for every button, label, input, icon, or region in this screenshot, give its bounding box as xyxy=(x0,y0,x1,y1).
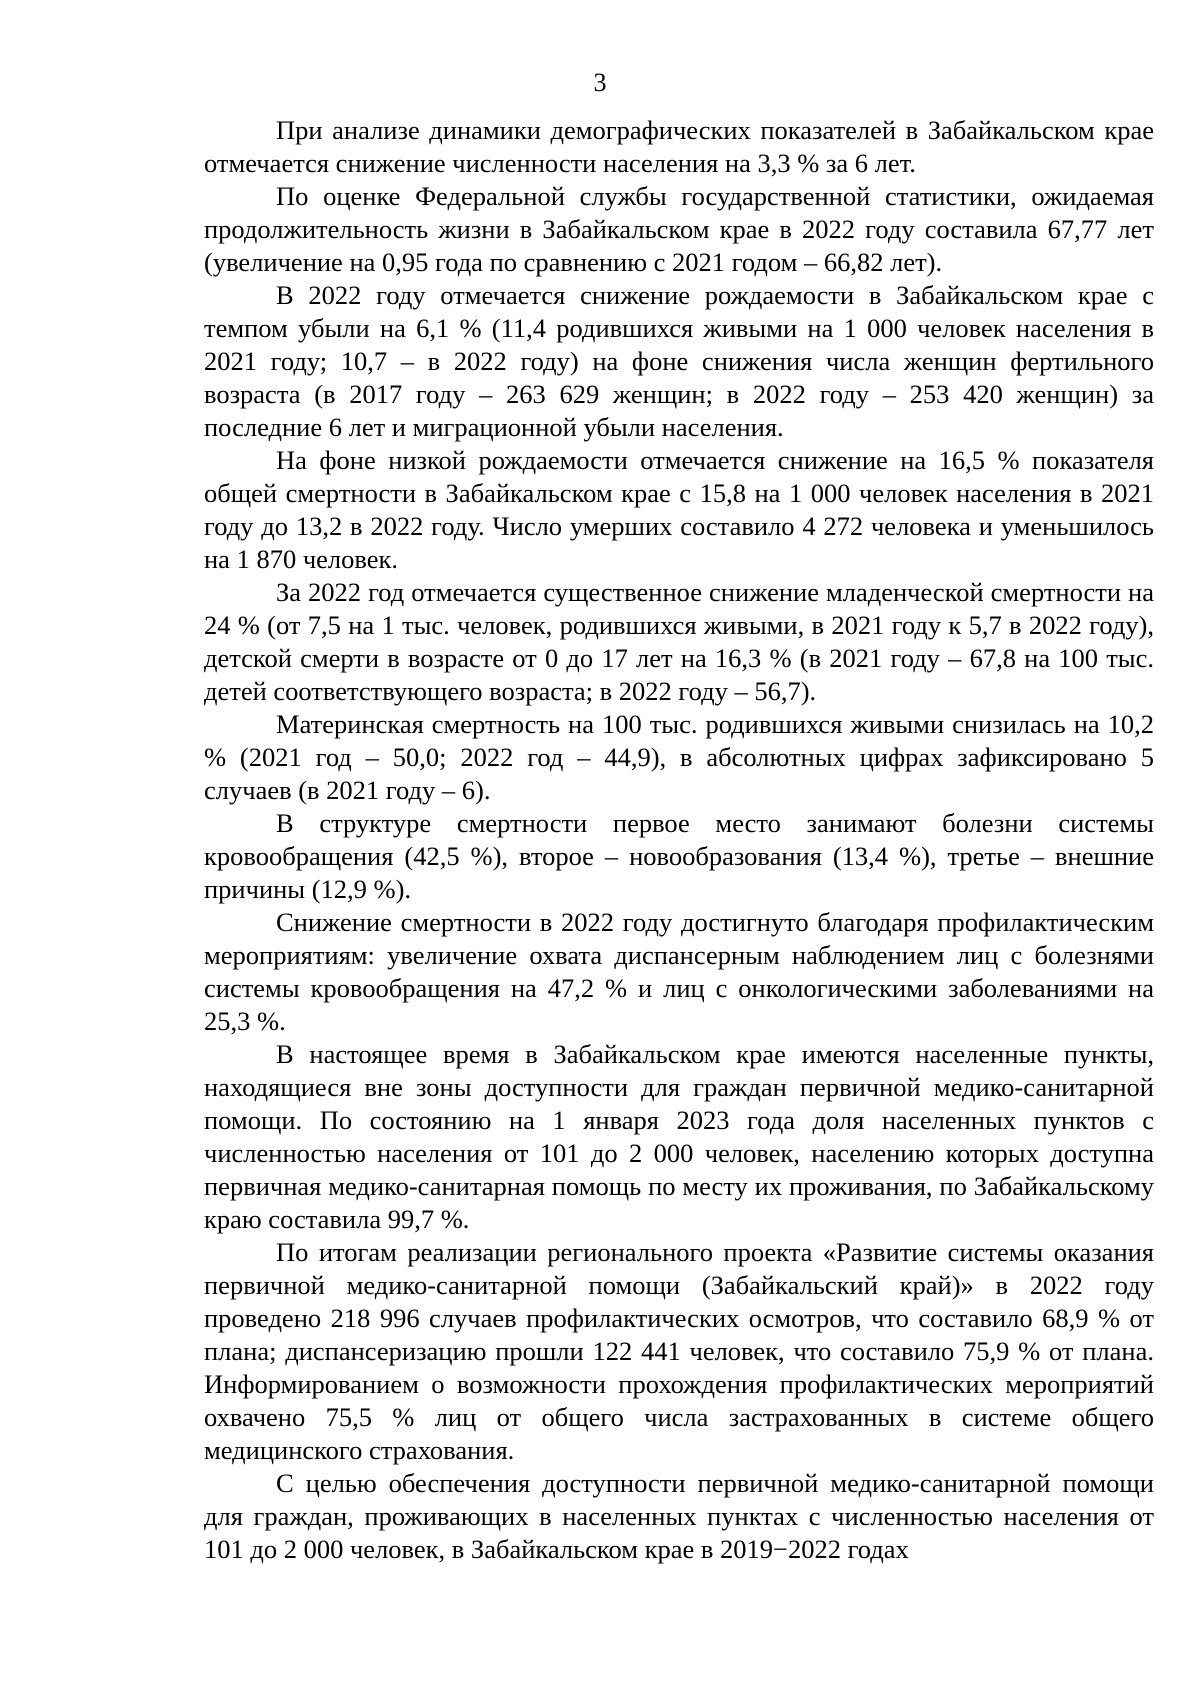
paragraph-life-expectancy: По оценке Федеральной службы государственной статистики, ожидаемая продолжительность жизни в Забайкальском крае в 2022 году составила 67,77 лет (увеличение на 0,95 года по сравнению с 2021 годом – 66,82 лет). xyxy=(204,181,1154,277)
paragraph-mortality-structure: В структуре смертности первое место занимают болезни системы кровообращения (42,5 %), второе – новообразования (13,4 %), третье – внешние причины (12,9 %). xyxy=(204,808,1154,904)
page-number: 3 xyxy=(593,68,607,97)
body-text xyxy=(204,114,1154,1566)
paragraph-regional-project: По итогам реализации регионального проекта «Развитие системы оказания первичной медико-санитарной помощи (Забайкальский край)» в 2022 году проведено 218 996 случаев профилактических осмотров, что составило 68,9 % от плана; диспансеризацию прошли 122 441 человек, что составило 75,9 % от плана. Информированием о возможности прохождения профилактических мероприятий охвачено 75,5 % лиц от общего числа застрахованных в системе общего медицинского страхования. xyxy=(204,1237,1154,1465)
paragraph-access-goal: С целью обеспечения доступности первичной медико-санитарной помощи для граждан, проживающих в населенных пунктах с численностью населения от 101 до 2 000 человек, в Забайкальском крае в 2019−2022 годах xyxy=(204,1468,1154,1564)
paragraph-care-availability: В настоящее время в Забайкальском крае имеются населенные пункты, находящиеся вне зоны доступности для граждан первичной медико-санитарной помощи. По состоянию на 1 января 2023 года доля населенных пунктов с численностью населения от 101 до 2 000 человек, населению которых доступна первичная медико-санитарная помощь по месту их проживания, по Забайкальскому краю составила 99,7 %. xyxy=(204,1039,1154,1234)
paragraph-birth-rate: В 2022 году отмечается снижение рождаемости в Забайкальском крае с темпом убыли на 6,1 % (11,4 родившихся живыми на 1 000 человек населения в 2021 году; 10,7 – в 2022 году) на фоне снижения числа женщин фертильного возраста (в 2017 году – 263 629 женщин; в 2022 году – 253 420 женщин) за последние 6 лет и миграционной убыли населения. xyxy=(204,280,1154,442)
paragraph-infant-mortality: За 2022 год отмечается существенное снижение младенческой смертности на 24 % (от 7,5 на 1 тыс. человек, родившихся живыми, в 2021 году к 5,7 в 2022 году), детской смерти в возрасте от 0 до 17 лет на 16,3 % (в 2021 году – 67,8 на 100 тыс. детей соответствующего возраста; в 2022 году – 56,7). xyxy=(204,577,1154,706)
paragraph-maternal-mortality: Материнская смертность на 100 тыс. родившихся живыми снизилась на 10,2 % (2021 год – 50,0; 2022 год – 44,9), в абсолютных цифрах зафиксировано 5 случаев (в 2021 году – 6). xyxy=(204,709,1154,805)
paragraph-prevention-measures: Снижение смертности в 2022 году достигнуто благодаря профилактическим мероприятиям: увеличение охвата диспансерным наблюдением лиц с болезнями системы кровообращения на 47,2 % и лиц с онкологическими заболеваниями на 25,3 %. xyxy=(204,907,1154,1036)
paragraph-general-mortality: На фоне низкой рождаемости отмечается снижение на 16,5 % показателя общей смертности в Забайкальском крае с 15,8 на 1 000 человек населения в 2021 году до 13,2 в 2022 году. Число умерших составило 4 272 человека и уменьшилось на 1 870 человек. xyxy=(204,445,1154,574)
paragraph-population-decline: При анализе динамики демографических показателей в Забайкальском крае отмечается снижение численности населения на 3,3 % за 6 лет. xyxy=(204,115,1154,178)
